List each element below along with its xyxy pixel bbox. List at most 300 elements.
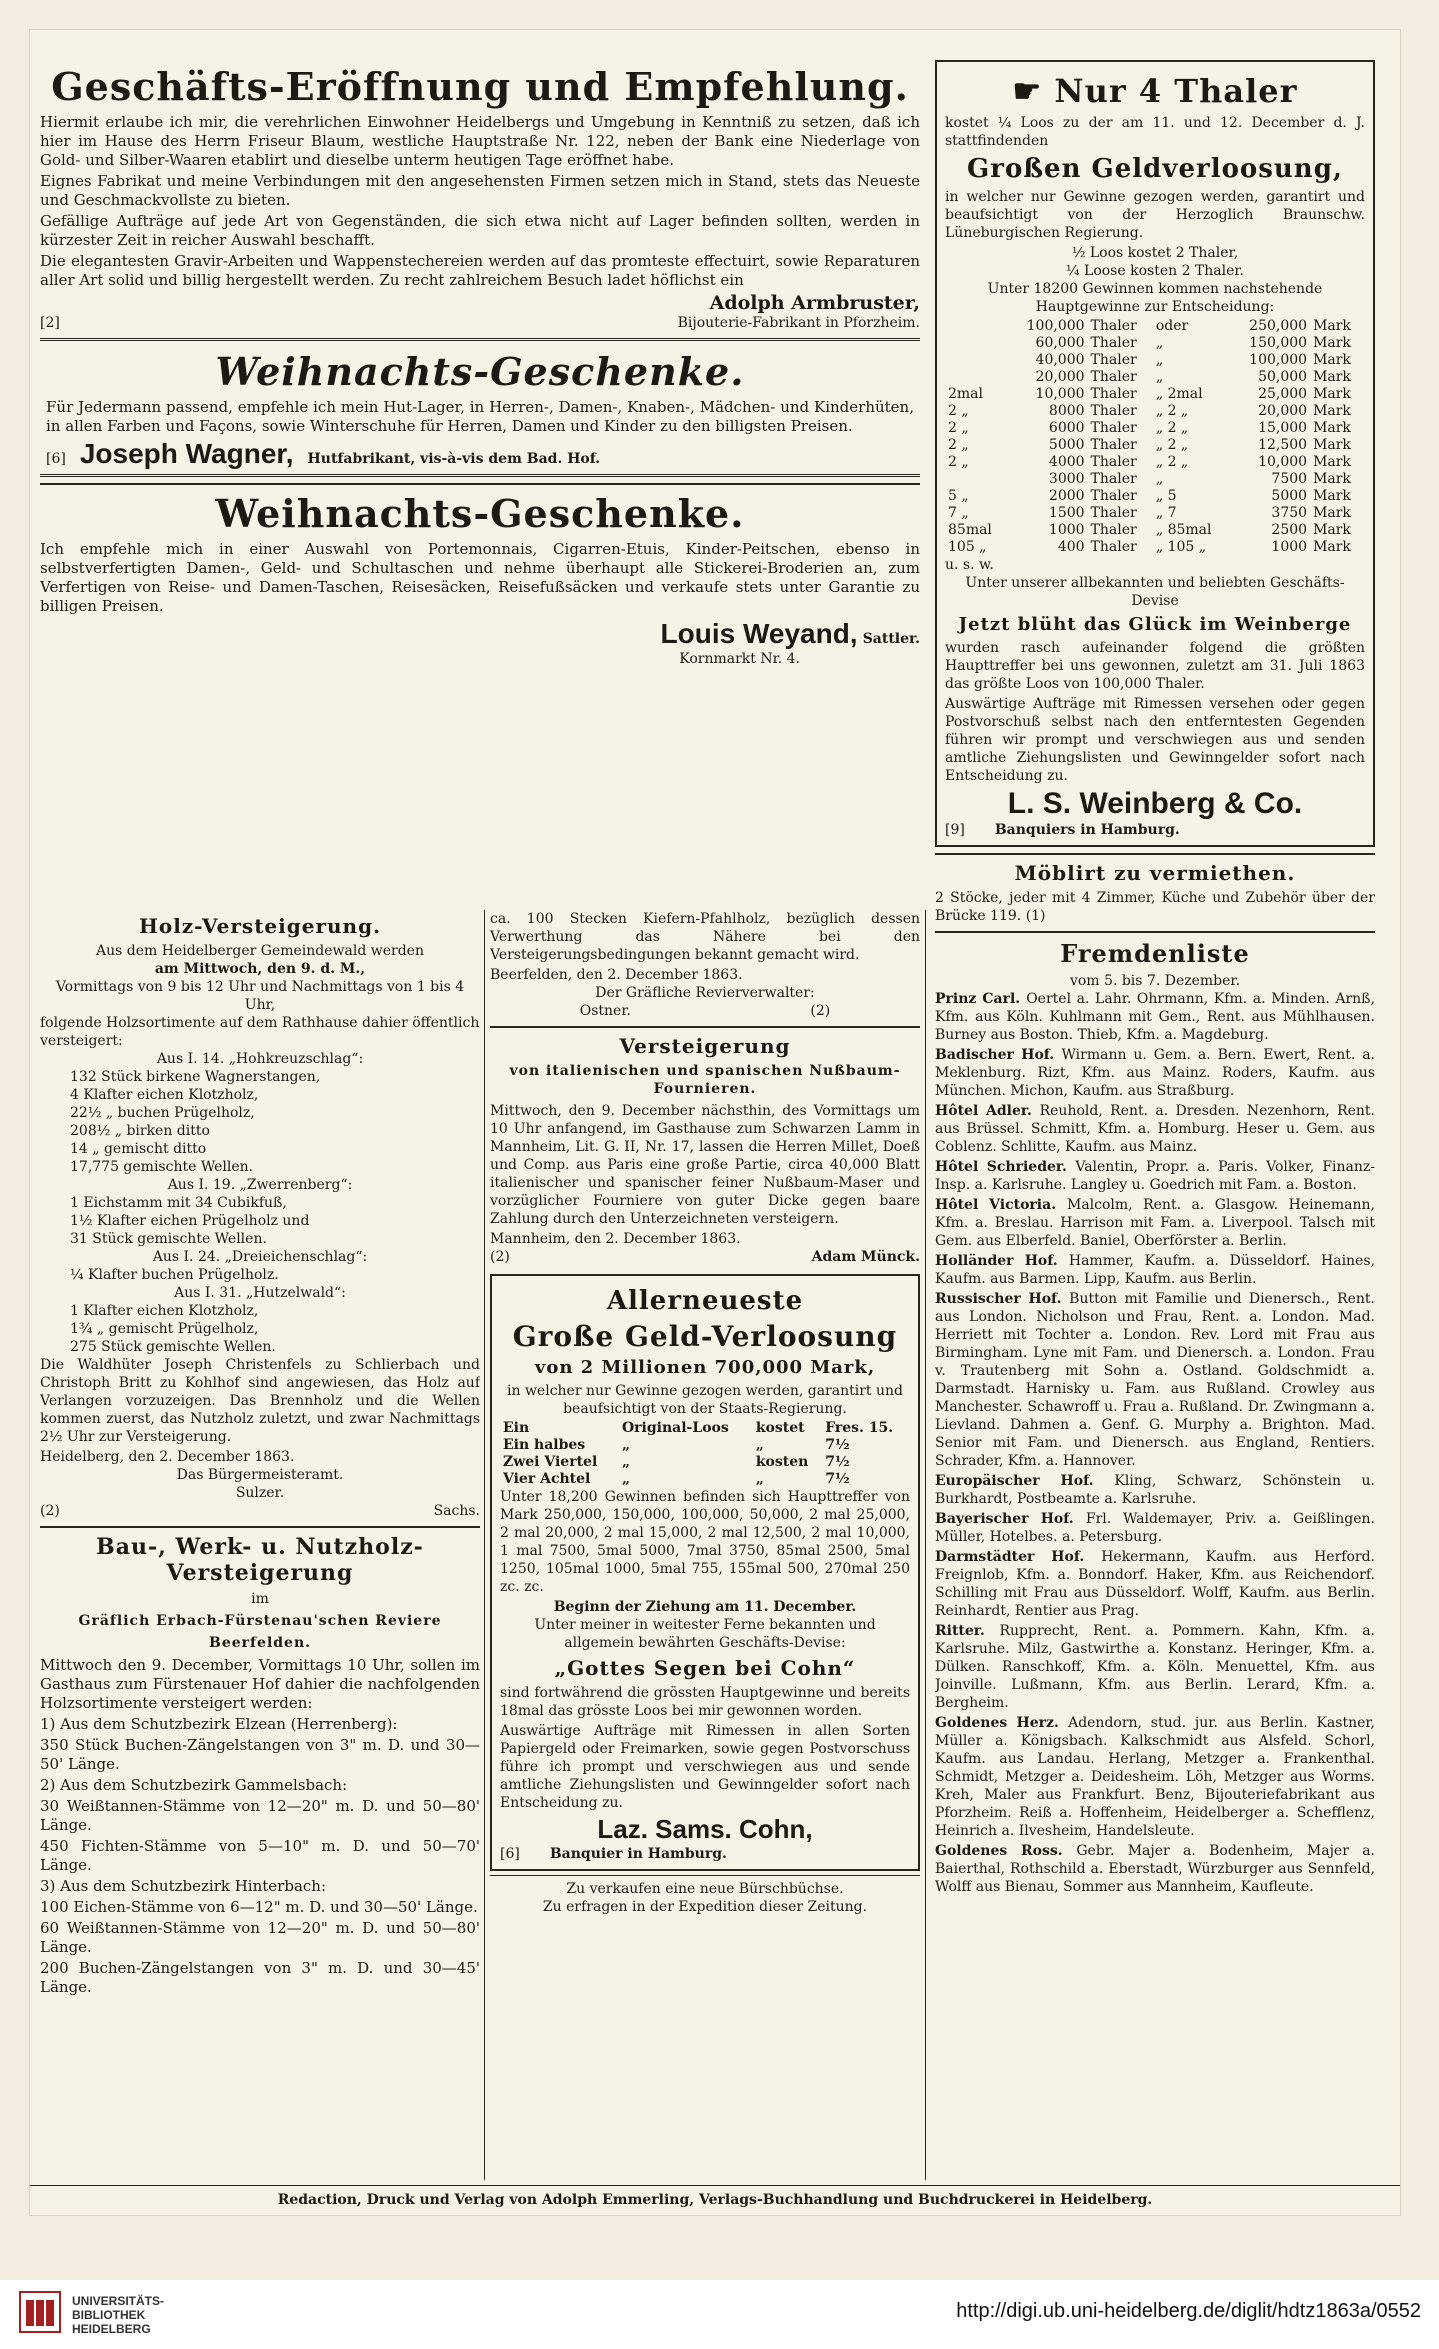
moebliert-ref: (1) <box>1025 908 1046 924</box>
lottery-title-line <box>945 72 1365 110</box>
holz-office: Das Bürgermeisteramt. <box>176 1467 344 1483</box>
wood-item: 22½ „ buchen Prügelholz, <box>70 1105 255 1121</box>
lower-middle-column <box>490 910 920 1916</box>
prize-row <box>945 420 1365 437</box>
prize-cell: „ 85mal <box>1155 522 1212 538</box>
prize-cell: 5000 <box>1271 488 1308 504</box>
lottery-usw: u. s. w. <box>945 557 994 573</box>
wood-item: 14 „ gemischt ditto <box>70 1141 207 1157</box>
cohn-title2: Große Geld-Verloosung <box>512 1320 898 1353</box>
lottery-ref: [9] <box>945 822 965 838</box>
prize-cell: „ 2 „ <box>1155 420 1189 436</box>
lottery-firm-sub: Banquiers in Hamburg. <box>994 822 1180 838</box>
prize-cell: 2mal <box>948 386 984 402</box>
prize-row <box>945 352 1365 369</box>
ad-moebliert <box>935 861 1375 925</box>
holz-s3-items <box>40 1266 480 1284</box>
bau-place: Beerfelden. <box>208 1635 312 1651</box>
holz-sigline <box>40 1502 480 1520</box>
price-cell: „ <box>621 1471 631 1487</box>
left-upper-column <box>40 60 920 668</box>
divider <box>935 853 1375 855</box>
hotel-name: Badischer Hof. <box>935 1047 1062 1063</box>
price-cell: „ <box>755 1437 764 1453</box>
prize-cell: „ 7 <box>1155 505 1177 521</box>
prize-cell: 1500 <box>1048 505 1085 521</box>
prize-cell: 150,000 <box>1249 335 1308 351</box>
cohn-firm-line <box>500 1845 910 1863</box>
prize-cell: 2 „ <box>948 403 969 419</box>
price-cell: Zwei Viertel <box>503 1454 598 1470</box>
prize-cell: Thaler <box>1090 386 1137 402</box>
prize-cell: 2 „ <box>948 454 969 470</box>
lottery-desc: in welcher nur Gewinne gezogen werden, garantirt und beaufsichtigt von der Herzoglich Braunschw. Lüneburgischen Regierung. <box>945 189 1365 241</box>
prize-cell: Mark <box>1313 488 1351 504</box>
fremden-entry <box>935 1510 1375 1546</box>
wood-item: ¼ Klafter buchen Prügelholz. <box>70 1267 279 1283</box>
prize-cell: 7500 <box>1271 471 1308 487</box>
ad1-body2: Eignes Fabrikat und meine Verbindungen mit den angesehensten Firmen setzen mich in Stand, stets das Neueste und Geschmackvollste zu bieten. <box>40 172 920 209</box>
guest-list: Reuhold, Rent. a. Dresden. Nezenhorn, Rent. aus Brüssel. Schmitt, Kfm. a. Homburg. Heser u. Gem. aus Coblenz. Schlitte, Kaufm. aus Mainz. <box>935 1103 1375 1155</box>
fremden-entry <box>935 1842 1375 1896</box>
prize-cell: 6000 <box>1048 420 1085 436</box>
prize-cell: 400 <box>1057 539 1085 555</box>
fremden-entry <box>935 1290 1375 1470</box>
price-cell: „ <box>621 1454 631 1470</box>
holz-s2: Aus I. 19. „Zwerrenberg“: <box>167 1177 353 1193</box>
price-row <box>500 1454 910 1471</box>
prize-cell: „ 2 „ <box>1155 437 1189 453</box>
ad3-body: Ich empfehle mich in einer Auswahl von Portemonnais, Cigarren-Etuis, Kinder-Peitschen, ebenso in selbstverfertigten Damen-, Geld- und Schultaschen und nehme überhaupt alle Stickerei-Broderien an, zum Verfertigen von Reise- und Damen-Taschen, Reisesäcken, Reisefußsäcken und verkaufe stets unter Garantie zu billigen Preisen. <box>40 540 920 615</box>
pointing-hand-icon: ☛ <box>1012 72 1043 110</box>
holz-s4-items <box>40 1302 480 1356</box>
prize-cell: Thaler <box>1090 505 1137 521</box>
prize-cell: 20,000 <box>1035 369 1085 385</box>
prize-cell: Thaler <box>1090 454 1137 470</box>
wood-item: 4 Klafter eichen Klotzholz, <box>70 1087 259 1103</box>
lottery-firm: L. S. Weinberg & Co. <box>1007 787 1303 820</box>
guest-list: Button mit Familie und Dienersch., Rent. aus London. Nicholson und Frau, Rent. a. London. Mad. Herriett mit Tochter a. London. Rev. Lord mit Frau aus Birmingham. Lyne mit Fam. und Dienersch. a. London. Frau v. Trautenberg mit Sohn a. Ostland. Goldschmidt a. Darmstadt. Harnisky u. Fam. aus Rußland. Crowley aus Manchester. Schawroff u. Frau a. Rußland. Dr. Zwingmann a. Lievland. Dahmen a. Genf. G. Murphy a. Brighton. Mad. Senior mit Fam. und Dienersch. aus England, Rentiers. Schrader, Kfm. a. Hannover. <box>935 1291 1375 1469</box>
buersch-line1: Zu verkaufen eine neue Bürschbüchse. <box>566 1881 844 1897</box>
fremden-entry <box>935 1046 1375 1100</box>
prize-cell: 8000 <box>1048 403 1085 419</box>
holz-sign: Sulzer. <box>235 1485 285 1501</box>
holz-intro3: Vormittags von 9 bis 12 Uhr und Nachmittags von 1 bis 4 Uhr, <box>55 979 465 1013</box>
prize-cell: 1000 <box>1048 522 1085 538</box>
prize-row <box>945 386 1365 403</box>
hotel-name: Hôtel Victoria. <box>935 1197 1067 1213</box>
hotel-name: Holländer Hof. <box>935 1253 1069 1269</box>
holz-title: Holz-Versteigerung. <box>138 914 382 938</box>
prize-cell: 5 „ <box>948 488 969 504</box>
prize-cell: Thaler <box>1090 539 1137 555</box>
price-row <box>500 1420 910 1437</box>
prize-row <box>945 403 1365 420</box>
lottery-subtitle: Großen Geldverloosung, <box>967 154 1343 184</box>
fremden-entry <box>935 1472 1375 1508</box>
ad1-signature-sub: Bijouterie-Fabrikant in Pforzheim. <box>677 315 920 331</box>
wood-item: 208½ „ birken ditto <box>70 1123 210 1139</box>
stecken-date: Beerfelden, den 2. December 1863. <box>490 967 743 983</box>
cohn-begin: Beginn der Ziehung am 11. December. <box>553 1599 857 1615</box>
ad2-sigline <box>46 438 914 470</box>
prize-cell: Thaler <box>1090 335 1137 351</box>
hotel-name: Hôtel Adler. <box>935 1103 1040 1119</box>
holz-intro1: Aus dem Heidelberger Gemeindewald werden <box>96 943 424 959</box>
holz-s1: Aus I. 14. „Hohkreuzschlag“: <box>156 1051 364 1067</box>
prize-cell: Thaler <box>1090 352 1137 368</box>
ad2-body: Für Jedermann passend, empfehle ich mein Hut-Lager, in Herren-, Damen-, Knaben-, Mädchen- und Kinderhüten, in allen Farben und Façons, sowie Winterschuhe für Herren, Damen und Kinder zu den billigsten Preisen. <box>46 398 914 435</box>
price-row <box>500 1471 910 1488</box>
prize-cell: Mark <box>1313 420 1351 436</box>
timber-item: 30 Weißtannen-Stämme von 12—20" m. D. und 50—80' Länge. <box>40 1797 480 1834</box>
lottery-firm-line <box>945 821 1365 839</box>
ad-nussbaum <box>490 1034 920 1266</box>
lottery-count: Unter 18200 Gewinnen kommen nachstehende Hauptgewinne zur Entscheidung: <box>987 281 1323 315</box>
stecken-ref: (2) <box>810 1003 831 1019</box>
guest-list: Malcolm, Rent. a. Glasgow. Heinemann, Kfm. a. Breslau. Harrison mit Fam. a. Liverpool. Talsch mit Gem. aus Elberfeld. Baniel, Oberförster a. Berlin. <box>935 1197 1375 1249</box>
prize-row <box>945 335 1365 352</box>
prize-cell: Mark <box>1313 369 1351 385</box>
prize-cell <box>945 335 1008 352</box>
right-column <box>935 60 1375 1898</box>
ad1-body3: Gefällige Aufträge auf jede Art von Gegenständen, die sich etwa nicht auf Lager befinden sollten, werden in kürzester Zeit in reicher Auswahl beschafft. <box>40 212 920 249</box>
price-cell: Ein <box>503 1420 530 1436</box>
ad3-title: Weihnachts-Geschenke. <box>215 491 745 536</box>
ad1-sigline <box>40 314 920 332</box>
lottery-intro: kostet ¼ Loos zu der am 11. und 12. December d. J. stattfindenden <box>945 115 1365 149</box>
prize-row <box>945 318 1365 335</box>
column-rule <box>925 910 926 2180</box>
prize-row <box>945 539 1365 556</box>
prize-cell <box>945 369 1008 386</box>
bau-title: Bau-, Werk- u. Nutzholz-Versteigerung <box>96 1534 424 1586</box>
prize-cell: Thaler <box>1090 522 1137 538</box>
price-cell: kostet <box>755 1420 805 1436</box>
hotel-name: Darmstädter Hof. <box>935 1549 1102 1565</box>
stecken-sigline <box>490 1002 920 1020</box>
prize-cell: 15,000 <box>1258 420 1308 436</box>
ad2-name-sub: Hutfabrikant, vis-à-vis dem Bad. Hof. <box>307 451 601 467</box>
timber-item: 2) Aus dem Schutzbezirk Gammelsbach: <box>40 1776 348 1794</box>
fremden-entry <box>935 1622 1375 1712</box>
ad-sattler <box>40 491 920 668</box>
holz-intro2: am Mittwoch, den 9. d. M., <box>154 961 366 977</box>
nussbaum-title: Versteigerung <box>619 1034 791 1058</box>
wood-item: 31 Stück gemischte Wellen. <box>70 1231 267 1247</box>
stecken-office: Der Gräfliche Revierverwalter: <box>595 985 815 1001</box>
hotel-name: Goldenes Ross. <box>935 1843 1077 1859</box>
guest-list: Rupprecht, Rent. a. Pommern. Kahn, Kfm. a. Karlsruhe. Milz, Gastwirthe a. Konstanz. Heringer, Kfm. a. Dülken. Ranschkoff, Kfm. a. Köln. Menuettel, Kfm. aus Joinville. Lußmann, Kfm. aus Berlin. Lerard, Kfm. a. Bergheim. <box>935 1623 1375 1711</box>
cohn-firm-sub: Banquier in Hamburg. <box>549 1846 727 1862</box>
ad-bau-versteigerung <box>40 1534 480 1997</box>
prize-cell: 12,500 <box>1258 437 1308 453</box>
holz-s3: Aus I. 24. „Dreieichenschlag“: <box>152 1249 368 1265</box>
timber-item: 200 Buchen-Zängelstangen von 3" m. D. und 30—45' Länge. <box>40 1959 480 1996</box>
lottery-title: Nur 4 Thaler <box>1054 72 1298 110</box>
ad1-ref: [2] <box>40 315 60 331</box>
prize-cell: Mark <box>1313 539 1351 555</box>
guest-list: Wirmann u. Gem. a. Bern. Ewert, Rent. a. Meklenburg. Rizt, Kfm. aus Mainz. Roders, Kaufm. aus München. Michon, Kaufm. aus Straßburg. <box>935 1047 1375 1099</box>
ad-hutlager <box>40 338 920 477</box>
prize-cell: „ <box>1155 335 1164 351</box>
fremden-entry <box>935 1102 1375 1156</box>
divider <box>40 483 920 485</box>
library-line3: HEIDELBERG <box>72 2322 151 2336</box>
hotel-name: Europäischer Hof. <box>935 1473 1115 1489</box>
prize-table <box>945 318 1365 556</box>
price-cell: Ein halbes <box>503 1437 586 1453</box>
prize-cell: 60,000 <box>1035 335 1085 351</box>
holz-intro4: folgende Holzsortimente auf dem Rathhause dahier öffentlich versteigert: <box>40 1015 480 1049</box>
divider <box>40 1526 480 1528</box>
ad2-title: Weihnachts-Geschenke. <box>215 349 745 394</box>
timber-item: 60 Weißtannen-Stämme von 12—20" m. D. und 50—80' Länge. <box>40 1919 480 1956</box>
cohn-firm: Laz. Sams. Cohn, <box>597 1814 813 1844</box>
prize-cell: oder <box>1155 318 1189 334</box>
hotel-name: Hôtel Schrieder. <box>935 1159 1076 1175</box>
hotel-name: Goldenes Herz. <box>935 1715 1069 1731</box>
ad3-sigline <box>40 618 920 650</box>
price-cell: „ <box>755 1471 764 1487</box>
buersch-line2: Zu erfragen in der Expedition dieser Zeitung. <box>542 1899 868 1915</box>
prize-cell: Mark <box>1313 352 1351 368</box>
prize-cell: 10,000 <box>1258 454 1308 470</box>
price-cell: Fres. 15. <box>825 1420 894 1436</box>
prize-cell: „ 5 <box>1155 488 1177 504</box>
prize-cell: 2500 <box>1271 522 1308 538</box>
ad3-address: Kornmarkt Nr. 4. <box>679 651 800 667</box>
fremden-entries <box>935 990 1375 1896</box>
prize-cell: „ 2 „ <box>1155 454 1189 470</box>
wood-item: 275 Stück gemischte Wellen. <box>70 1339 276 1355</box>
guest-list: Frl. Waldemayer, Priv. a. Geißlingen. Müller, Hotelbes. a. Petersburg. <box>935 1511 1375 1545</box>
university-library-logo-icon <box>18 2290 62 2334</box>
hotel-name: Bayerischer Hof. <box>935 1511 1086 1527</box>
price-cell: 7½ <box>825 1437 850 1453</box>
wood-item: 132 Stück birkene Wagnerstangen, <box>70 1069 321 1085</box>
prize-cell: „ <box>1155 369 1164 385</box>
nussbaum-ref: (2) <box>490 1249 510 1265</box>
price-cell: Vier Achtel <box>503 1471 591 1487</box>
guest-list: Hekermann, Kaufm. aus Herford. Freignlob, Kfm. a. Bonndorf. Haker, Kfm. aus Reichendorf. Schilling mit Frau aus Düsseldorf. Wolff, Kaufm. aus Berlin. Reinhardt, Rentier aus Prag. <box>935 1549 1375 1619</box>
moebliert-text: 2 Stöcke, jeder mit 4 Zimmer, Küche und Zubehör über der Brücke 119. <box>935 890 1375 924</box>
prize-cell: 2 „ <box>948 420 969 436</box>
column-rule <box>484 910 485 2180</box>
prize-cell: „ 2 „ <box>1155 403 1189 419</box>
prize-cell: 105 „ <box>948 539 987 555</box>
divider <box>935 931 1375 933</box>
holz-body: Die Waldhüter Joseph Christenfels zu Schlierbach und Christoph Britt zu Kohlhof sind angewiesen, das Holz auf Verlangen vorzuzeigen. Das Brennholz und die Wellen kommen zuerst, das Nutzholz zuletzt, und zwar Nachmittags 2½ Uhr zur Versteigerung. <box>40 1357 480 1445</box>
timber-item: 100 Eichen-Stämme von 6—12" m. D. und 30—50' Länge. <box>40 1898 478 1916</box>
wood-item: 1 Klafter eichen Klotzholz, <box>70 1303 259 1319</box>
fremden-entry <box>935 1158 1375 1194</box>
price-cell: „ <box>621 1437 631 1453</box>
hotel-name: Russischer Hof. <box>935 1291 1070 1307</box>
ad1-body1: Hiermit erlaube ich mir, die verehrlichen Einwohner Heidelbergs und Umgebung in Kenntniß zu setzen, daß ich hier im Hause des Herrn Friseur Blaum, westliche Hauptstraße Nr. 122, neben der Bank eine Niederlage von Gold- und Silber-Waaren etablirt und dieselbe unterm heutigen Tage eröffnet habe. <box>40 113 920 169</box>
ad1-signature: Adolph Armbruster, <box>709 292 920 314</box>
prize-cell: Thaler <box>1090 403 1137 419</box>
cohn-title1: Allerneueste <box>606 1286 804 1316</box>
bau-sub: Gräflich Erbach-Fürstenau'schen Reviere <box>78 1613 442 1629</box>
guest-list: Gebr. Majer a. Bodenheim, Majer a. Baierthal, Rothschild a. Eberstadt, Würzburger aus Sennfeld, Wolff aus Bienau, Sommer aus Mannheim, Kaufleute. <box>935 1843 1375 1895</box>
nussbaum-sigline <box>490 1248 920 1266</box>
cohn-text2: Auswärtige Aufträge mit Rimessen in allen Sorten Papiergeld oder Freimarken, sowie gegen Postvorschuss führe ich prompt und verschwiegen aus und sende amtliche Ziehungslisten und Gewinngelder sofort nach Entscheidung zu. <box>500 1723 910 1811</box>
library-line1: UNIVERSITÄTS- <box>72 2294 165 2308</box>
prize-cell: Mark <box>1313 437 1351 453</box>
prize-row <box>945 471 1365 488</box>
prize-cell: 10,000 <box>1035 386 1085 402</box>
prize-cell: „ <box>1155 471 1164 487</box>
prize-cell: „ 105 „ <box>1155 539 1206 555</box>
prize-row <box>945 437 1365 454</box>
cohn-title3: von 2 Millionen 700,000 Mark, <box>534 1357 876 1378</box>
lottery-price1: ½ Loos kostet 2 Thaler, <box>1071 245 1239 261</box>
library-name <box>72 2294 164 2336</box>
cohn-desc: in welcher nur Gewinne gezogen werden, garantirt und beaufsichtigt von der Staats-Regierung. <box>507 1383 903 1417</box>
fremden-entry <box>935 1548 1375 1620</box>
bau-im: im <box>251 1591 269 1607</box>
hotel-name: Ritter. <box>935 1623 1000 1639</box>
holz-s2-items <box>40 1194 480 1248</box>
lottery-devise-intro: Unter unserer allbekannten und beliebten Geschäfts-Devise <box>965 575 1345 609</box>
prize-cell: Thaler <box>1090 437 1137 453</box>
guest-list: Adendorn, stud. jur. aus Berlin. Kastner, Müller a. Königsbach. Kalkschmidt aus Alsfeld. Schorl, Kaufm. aus Landau. Herlang, Metzger a. Frankenthal. Schmidt, Metzger a. Deidesheim. Löh, Metzger aus Worms. Kreh, Maler aus Frankfurt. Benz, Bijouteriefabrikant aus Pforzheim. Reiß a. Hoffenheim, Heidelberger a. Schefflenz, Heinrich a. Ilvesheim, Handelsleute. <box>935 1715 1375 1839</box>
prize-row <box>945 505 1365 522</box>
prize-cell: 2000 <box>1048 488 1085 504</box>
cohn-devise-intro: Unter meiner in weitester Ferne bekannten und allgemein bewährten Geschäfts-Devise: <box>534 1617 876 1651</box>
lottery-devise: Jetzt blüht das Glück im Weinberge <box>958 614 1352 635</box>
prize-cell: 50,000 <box>1258 369 1308 385</box>
prize-cell: Mark <box>1313 403 1351 419</box>
guest-list: Valentin, Propr. a. Paris. Volker, Finanz-Insp. a. Karlsruhe. Langley u. Goedrich mit Fam. a. Boston. <box>935 1159 1375 1193</box>
fremden-entry <box>935 1714 1375 1840</box>
prize-cell: 100,000 <box>1026 318 1085 334</box>
cohn-devise: „Gottes Segen bei Cohn“ <box>554 1656 856 1680</box>
prize-cell: Thaler <box>1090 471 1137 487</box>
nussbaum-body: Mittwoch, den 9. December nächsthin, des Vormittags um 10 Uhr anfangend, im Gasthause zum Schwarzen Lamm in Mannheim, Lit. G. II, Nr. 17, lassen die Herren Millet, Doeß und Comp. aus Paris eine große Partie, circa 40,000 Blatt italienischer und spanischer feiner Nußbaum-Maser und vorzüglicher Fourniere von guter Dicke gegen baare Zahlung durch den Unterzeichneten versteigern. <box>490 1103 920 1227</box>
ad1-title: Geschäfts-Eröffnung und Empfehlung. <box>51 64 909 109</box>
lottery-orders: Auswärtige Aufträge mit Rimessen versehen oder gegen Postvorschuß selbst nach den entferntesten Gegenden führen wir prompt und verschwiegen aus und senden amtliche Ziehungslisten und Gewinngelder sofort nach Entscheidung zu. <box>945 696 1365 784</box>
prize-cell: Thaler <box>1090 318 1137 334</box>
holz-sign2: Sachs. <box>433 1503 480 1519</box>
fremden-title: Fremdenliste <box>1060 939 1250 968</box>
prize-cell <box>945 471 1008 488</box>
ad3-name-suffix: Sattler. <box>862 631 920 647</box>
fremden-entry <box>935 1196 1375 1250</box>
prize-row <box>945 369 1365 386</box>
moebliert-title: Möblirt zu vermiethen. <box>1014 861 1296 885</box>
prize-cell: Mark <box>1313 318 1351 334</box>
cohn-count: Unter 18,200 Gewinnen befinden sich Haupttreffer von Mark 250,000, 150,000, 100,000, 50,000, 2 mal 25,000, 2 mal 20,000, 2 mal 15,000, 2 mal 12,500, 2 mal 10,000, 1 mal 7500, 5mal 5000, 7mal 3750, 85mal 2500, 5mal 1250, 105mal 1000, 5mal 755, 155mal 500, 270mal 250 zc. zc. <box>500 1489 910 1595</box>
prize-cell: Thaler <box>1090 420 1137 436</box>
fremden-entry <box>935 990 1375 1044</box>
ad1-body4: Die elegantesten Gravir-Arbeiten und Wappenstechereien werden auf das promteste effectuirt, sowie Reparaturen aller Art solid und billig hergestellt werden. Zu recht zahlreichem Besuch ladet höflichst ein <box>40 252 920 289</box>
prize-cell: Mark <box>1313 386 1351 402</box>
ad-lottery-weinberg <box>935 60 1375 847</box>
prize-cell: Mark <box>1313 505 1351 521</box>
cohn-price-table <box>500 1420 910 1488</box>
prize-cell: 25,000 <box>1258 386 1308 402</box>
holz-s4: Aus I. 31. „Hutzelwald“: <box>174 1285 346 1301</box>
fremden-entry <box>935 1252 1375 1288</box>
wood-item: 1¾ „ gemischt Prügelholz, <box>70 1321 259 1337</box>
bau-body: Mittwoch den 9. December, Vormittags 10 Uhr, sollen im Gasthaus zum Fürstenauer Hof dahier die nachfolgenden Holzsortimente versteigert werden: <box>40 1656 480 1712</box>
holz-s1-items <box>40 1068 480 1176</box>
lottery-price2: ¼ Loose kosten 2 Thaler. <box>1066 263 1244 279</box>
prize-row <box>945 454 1365 471</box>
prize-cell: 1000 <box>1271 539 1308 555</box>
prize-cell: Mark <box>1313 335 1351 351</box>
nussbaum-date: Mannheim, den 2. December 1863. <box>490 1231 741 1247</box>
timber-item: 3) Aus dem Schutzbezirk Hinterbach: <box>40 1877 327 1895</box>
prize-cell: Mark <box>1313 522 1351 538</box>
prize-cell: 3750 <box>1271 505 1308 521</box>
nussbaum-sub: von italienischen und spanischen Nußbaum-Fournieren. <box>509 1063 901 1097</box>
fremden-dates: vom 5. bis 7. Dezember. <box>1069 973 1241 989</box>
ad-geschaeftseroeffnung <box>40 64 920 332</box>
holz-date: Heidelberg, den 2. December 1863. <box>40 1449 295 1465</box>
price-cell: 7½ <box>825 1454 850 1470</box>
price-cell: kosten <box>755 1454 809 1470</box>
wood-item: 17,775 gemischte Wellen. <box>70 1159 254 1175</box>
wood-item: 1 Eichstamm mit 34 Cubikfuß, <box>70 1195 287 1211</box>
ad-stecken <box>490 910 920 1020</box>
price-row <box>500 1437 910 1454</box>
lower-left-column <box>40 910 480 1999</box>
timber-item: 350 Stück Buchen-Zängelstangen von 3" m. D. und 30—50' Länge. <box>40 1736 480 1773</box>
prize-cell: 3000 <box>1048 471 1085 487</box>
price-cell: Original-Loos <box>621 1420 729 1436</box>
ad2-ref: [6] <box>46 451 66 467</box>
prize-cell: Mark <box>1313 454 1351 470</box>
price-cell: 7½ <box>825 1471 850 1487</box>
lottery-devise-text: wurden rasch aufeinander folgend die größten Haupttreffer bei uns gewonnen, zuletzt am 31. Juli 1863 das größte Loos von 100,000 Thaler. <box>945 640 1365 692</box>
prize-cell: 100,000 <box>1249 352 1308 368</box>
library-bar <box>0 2280 1439 2349</box>
moebliert-body <box>935 889 1375 925</box>
holz-ref: (2) <box>40 1503 60 1519</box>
prize-cell: Thaler <box>1090 369 1137 385</box>
imprint-footer: Redaction, Druck und Verlag von Adolph Emmerling, Verlags-Buchhandlung und Buchdruckerei in Heidelberg. <box>30 2185 1400 2214</box>
ad-holz-versteigerung <box>40 914 480 1520</box>
divider <box>490 1026 920 1028</box>
source-url-link[interactable]: http://digi.ub.uni-heidelberg.de/diglit/hdtz1863a/0552 <box>956 2300 1421 2322</box>
hotel-name: Prinz Carl. <box>935 991 1027 1007</box>
guest-list: Oertel a. Lahr. Ohrmann, Kfm. a. Minden. Arnß, Kfm. aus Köln. Kuhlmann mit Gem., Rent. aus Mühlhausen. Burney aus Boston. Thieb, Kfm. a. Magdeburg. <box>935 991 1375 1043</box>
divider <box>490 1875 920 1876</box>
prize-cell: 250,000 <box>1249 318 1308 334</box>
prize-cell: 4000 <box>1048 454 1085 470</box>
prize-row <box>945 522 1365 539</box>
prize-cell: Thaler <box>1090 488 1137 504</box>
newspaper-sheet <box>30 30 1400 2215</box>
nussbaum-sign: Adam Münck. <box>811 1249 920 1265</box>
cohn-ref: [6] <box>500 1846 520 1862</box>
prize-cell: 7 „ <box>948 505 969 521</box>
prize-cell: 20,000 <box>1258 403 1308 419</box>
prize-cell: 5000 <box>1048 437 1085 453</box>
prize-cell: „ <box>1155 352 1164 368</box>
stecken-sign: Ostner. <box>579 1003 631 1019</box>
stecken-body: ca. 100 Stecken Kiefern-Pfahlholz, bezüglich dessen Verwerthung das Nähere bei den Versteigerungsbedingungen bekannt gemacht wird. <box>490 911 920 963</box>
prize-cell <box>945 318 1008 335</box>
prize-cell: 40,000 <box>1035 352 1085 368</box>
ad3-name: Louis Weyand, <box>660 618 858 649</box>
cohn-text1: sind fortwährend die grössten Hauptgewinne und bereits 18mal das grösste Loos bei mir gewonnen worden. <box>500 1685 910 1719</box>
ad-lottery-cohn <box>490 1274 920 1871</box>
fremdenliste <box>935 939 1375 1896</box>
